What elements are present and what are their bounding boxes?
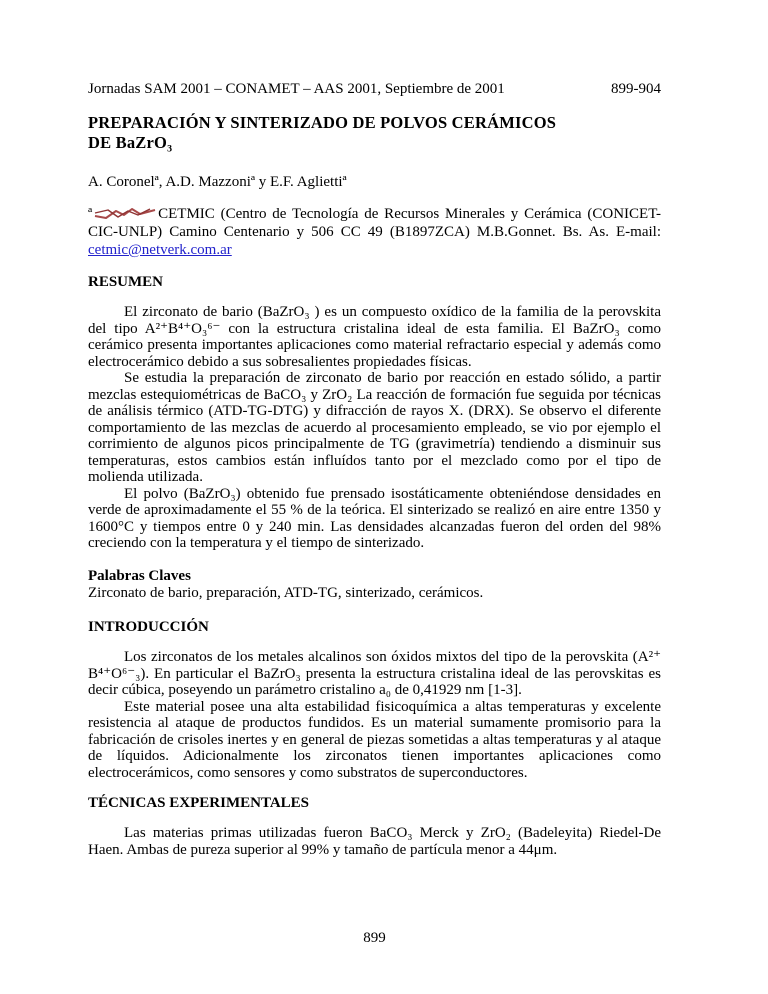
- header-conference-text: Jornadas SAM 2001 – CONAMET – AAS 2001, Septiembre de 2001: [88, 81, 505, 97]
- resumen-paragraph-2: Se estudia la preparación de zirconato de bario por reacción en estado sólido, a partir mezclas estequiométricas de BaCO₃ y ZrO₂ La reacción de formación fue seguida por técnicas de análisis térmico (ATD-TG-DTG) y difracción de rayos X. (DRX). Se observo el diferente comportamiento de las mezclas de acuerdo al procesamiento empleado, se vio por ejemplo el corrimiento de algunos picos principalmente de TG (gravimetría) tendiendo a disminuir sus temperaturas, estos cambios están influídos tanto por el mezclado como por el tipo de molienda utilizada.: [88, 370, 661, 485]
- running-header: [88, 81, 661, 98]
- cetmic-logo-zigzag-icon: [94, 205, 156, 221]
- introduccion-paragraph-2: Este material posee una alta estabilidad fisicoquímica a altas temperaturas y excelente resistencia al ataque de productos fundidos. Es un material sumamente promisorio para la fabricación de crisoles inertes y en general de piezas sometidas a altas temperaturas y al ataque de líquidos. Adicionalmente los zirconatos tienen importantes aplicaciones como electrocerámicos, como sensores y como substratos de superconductores.: [88, 698, 661, 781]
- page-number: 899: [363, 930, 386, 946]
- affiliation-block: [88, 205, 661, 259]
- authors-line: A. Coronelª, A.D. Mazzoniª y E.F. Agliettiª: [88, 174, 347, 190]
- header-page-range: 899-904: [611, 81, 661, 97]
- paper-title-line1: PREPARACIÓN Y SINTERIZADO DE POLVOS CERÁMICOS: [88, 113, 557, 132]
- email-link[interactable]: cetmic@netverk.com.ar: [88, 242, 232, 258]
- affiliation-text: CETMIC (Centro de Tecnología de Recursos Minerales y Cerámica (CONICET-CIC-UNLP) Camino Centenario y 506 CC 49 (B1897ZCA) M.B.Gonnet. Bs. As. E-mail:: [88, 206, 661, 240]
- affiliation-marker: ª: [88, 206, 93, 222]
- resumen-paragraph-1: El zirconato de bario (BaZrO₃ ) es un compuesto oxídico de la familia de la perovskita del tipo A²⁺B⁴⁺O₃⁶⁻ con la estructura cristalina ideal de esta familia. El BaZrO₃ como cerámico presenta importantes aplicaciones como material refractario especial y además como electrocerámico debido a sus sobresalientes propiedades físicas.: [88, 304, 661, 370]
- keywords-heading: Palabras Claves: [88, 567, 191, 584]
- introduccion-paragraph-1: Los zirconatos de los metales alcalinos son óxidos mixtos del tipo de la perovskita (A²⁺ B⁴⁺O⁶⁻₃). En particular el BaZrO₃ presenta la estructura cristalina ideal de las perovskitas es decir cúbica, poseyendo un parámetro cristalino a₀ de 0,41929 nm [1-3].: [88, 649, 661, 698]
- page-content: [88, 81, 661, 947]
- tecnicas-paragraph-1: Las materias primas utilizadas fueron BaCO₃ Merck y ZrO₂ (Badeleyita) Riedel-De Haen. Ambas de pureza superior al 99% y tamaño de partícula menor a 44μm.: [88, 825, 661, 858]
- section-heading-resumen: RESUMEN: [88, 274, 164, 290]
- resumen-paragraph-3: El polvo (BaZrO₃) obtenido fue prensado isostáticamente obteniéndose densidades en verde de aproximadamente el 55 % de la teórica. El sinterizado se realizó en aire entre 1350 y 1600°C y tiempos entre 0 y 240 min. Las densidades alcanzadas fueron del orden del 98% creciendo con la temperatura y el tiempo de sinterizado.: [88, 485, 661, 551]
- keywords-text: Zirconato de bario, preparación, ATD-TG, sinterizado, cerámicos.: [88, 584, 484, 601]
- section-heading-tecnicas: TÉCNICAS EXPERIMENTALES: [88, 795, 310, 811]
- section-heading-introduccion: INTRODUCCIÓN: [88, 619, 209, 635]
- paper-title: [88, 113, 661, 153]
- paper-title-line2: DE BaZrO₃: [88, 133, 173, 152]
